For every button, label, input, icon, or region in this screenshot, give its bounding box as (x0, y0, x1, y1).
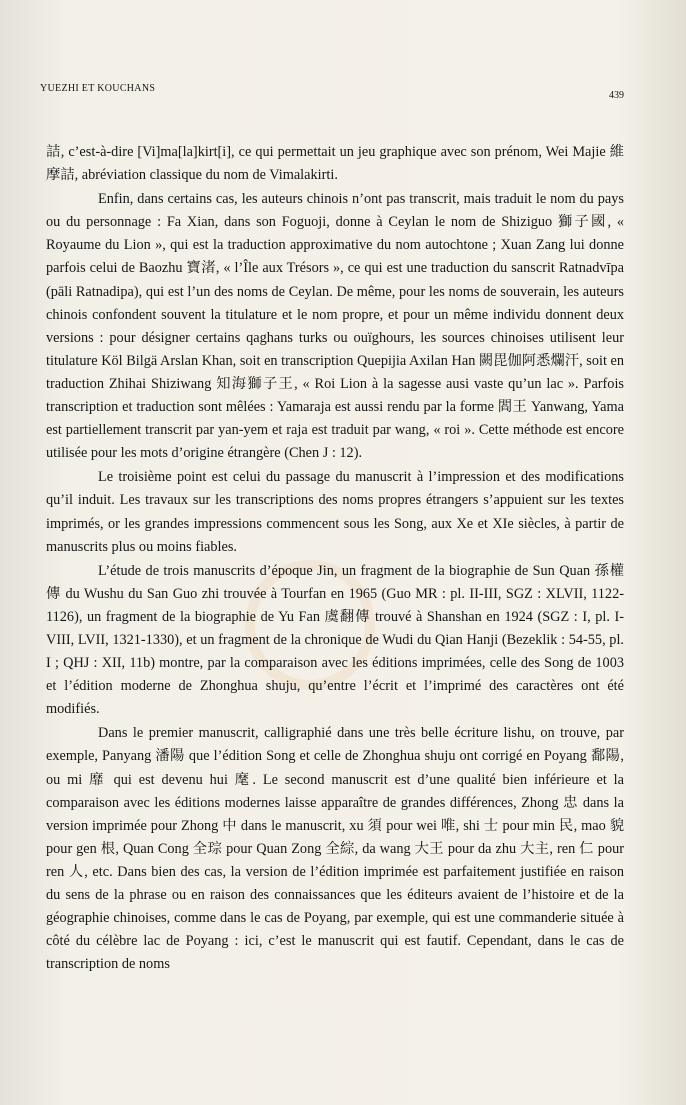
paragraph-jin-manuscripts: L’étude de trois manuscrits d’époque Jin, un fragment de la biographie de Sun Quan 孫權傳 du Wushu du San Guo zhi trouvée à Tourfan en 1965 (Guo MR : pl. II-III, SGZ : XLVII, 1122-1126), un fragment de la biographie de Yu Fan 虞翻傳 trouvé à Shanshan en 1924 (SGZ : I, pl. I-VIII, LVII, 1321-1330), et un fragment de la chronique de Wudi du Qian Hanji (Bezeklik : 54-55, pl. I ; QHJ : XII, 11b) montre, par la comparaison avec les éditions imprimées, celle des Song de 1003 et l’édition moderne de Zhonghua shuju, qu’entre l’écrit et l’imprimé des caractères ont été modifiés. (46, 562, 624, 718)
running-head: YUEZHI ET KOUCHANS (40, 83, 156, 94)
paragraph-manuscript-printing: Le troisième point est celui du passage du manuscrit à l’impression et des modifications qu’il induit. Les travaux sur les transcriptions des noms propres étrangers s’appuient sur les textes imprimés, or les grandes impressions commencent sous les Song, aux Xe et XIe siècles, à partir de manuscrits plus ou moins fiables. (46, 469, 624, 555)
paragraph-first-manuscript: Dans le premier manuscrit, calligraphié dans une très belle écriture lishu, on trouve, par exemple, Panyang 潘陽 que l’édition Song et celle de Zhonghua shuju ont corrigé en Poyang 鄱陽, ou mi 靡 qui est devenu hui 麾. Le second manuscrit est d’une qualité bien inférieure et la comparaison avec les éditions modernes laisse apparaître de grandes différences, Zhong 忠 dans la version imprimée pour Zhong 中 dans le manuscrit, xu 須 pour wei 唯, shi 士 pour min 民, mao 貌 pour gen 根, Quan Cong 全琮 pour Quan Zong 全綜, da wang 大王 pour da zhu 大主, ren 仁 pour ren 人, etc. Dans bien des cas, la version de l’édition imprimée est parfaitement justifiée en raison du sens de la phrase ou en raison des connaissances que les éditeurs avaient de l’histoire et de la géographie chinoises, comme dans le cas de Poyang, par exemple, qui est une commanderie située à côté du célèbre lac de Poyang : ici, c’est le manuscrit qui est fautif. Cependant, dans le cas de transcription de noms (46, 725, 624, 973)
body-text (46, 141, 624, 976)
paragraph-vimalakirti: 詰, c’est-à-dire [Vi]ma[la]kirt[i], ce qui permettait un jeu graphique avec son prénom, Wei Majie 維摩詰, abréviation classique du nom de Vimalakirti. (46, 144, 624, 184)
paragraph-translation: Enfin, dans certains cas, les auteurs chinois n’ont pas transcrit, mais traduit le nom du pays ou du personnage : Fa Xian, dans son Foguoji, donne à Ceylan le nom de Shiziguo 獅子國, « Royaume du Lion », qui est la traduction approximative du nom autochtone ; Xuan Zang lui donne parfois celui de Baozhu 寶渚, « l’Île aux Trésors », ce qui est une traduction du sanscrit Ratnadvīpa (pāli Ratnadipa), qui est l’un des noms de Ceylan. De même, pour les noms de souverain, les auteurs chinois confondent souvent la titulature et le nom propre, et pour un même individu donnent deux versions : pour désigner certains qaghans turks ou ouïghours, les sources chinoises utilisent leur titulature Köl Bilgä Arslan Khan, soit en transcription Quepijia Axilan Han 闕毘伽阿悉爛汗, soit en traduction Zhihai Shiziwang 知海獅子王, « Roi Lion à la sagesse ausi vaste qu’un lac ». Parfois transcription et traduction sont mêlées : Yamaraja est aussi rendu par la forme 閻王 Yanwang, Yama est partiellement transcrit par yan-yem et raja est traduit par wang, « roi ». Cette méthode est encore utilisée pour les mots d’origine étrangère (Chen J : 12). (46, 191, 624, 462)
page-number: 439 (609, 90, 624, 101)
